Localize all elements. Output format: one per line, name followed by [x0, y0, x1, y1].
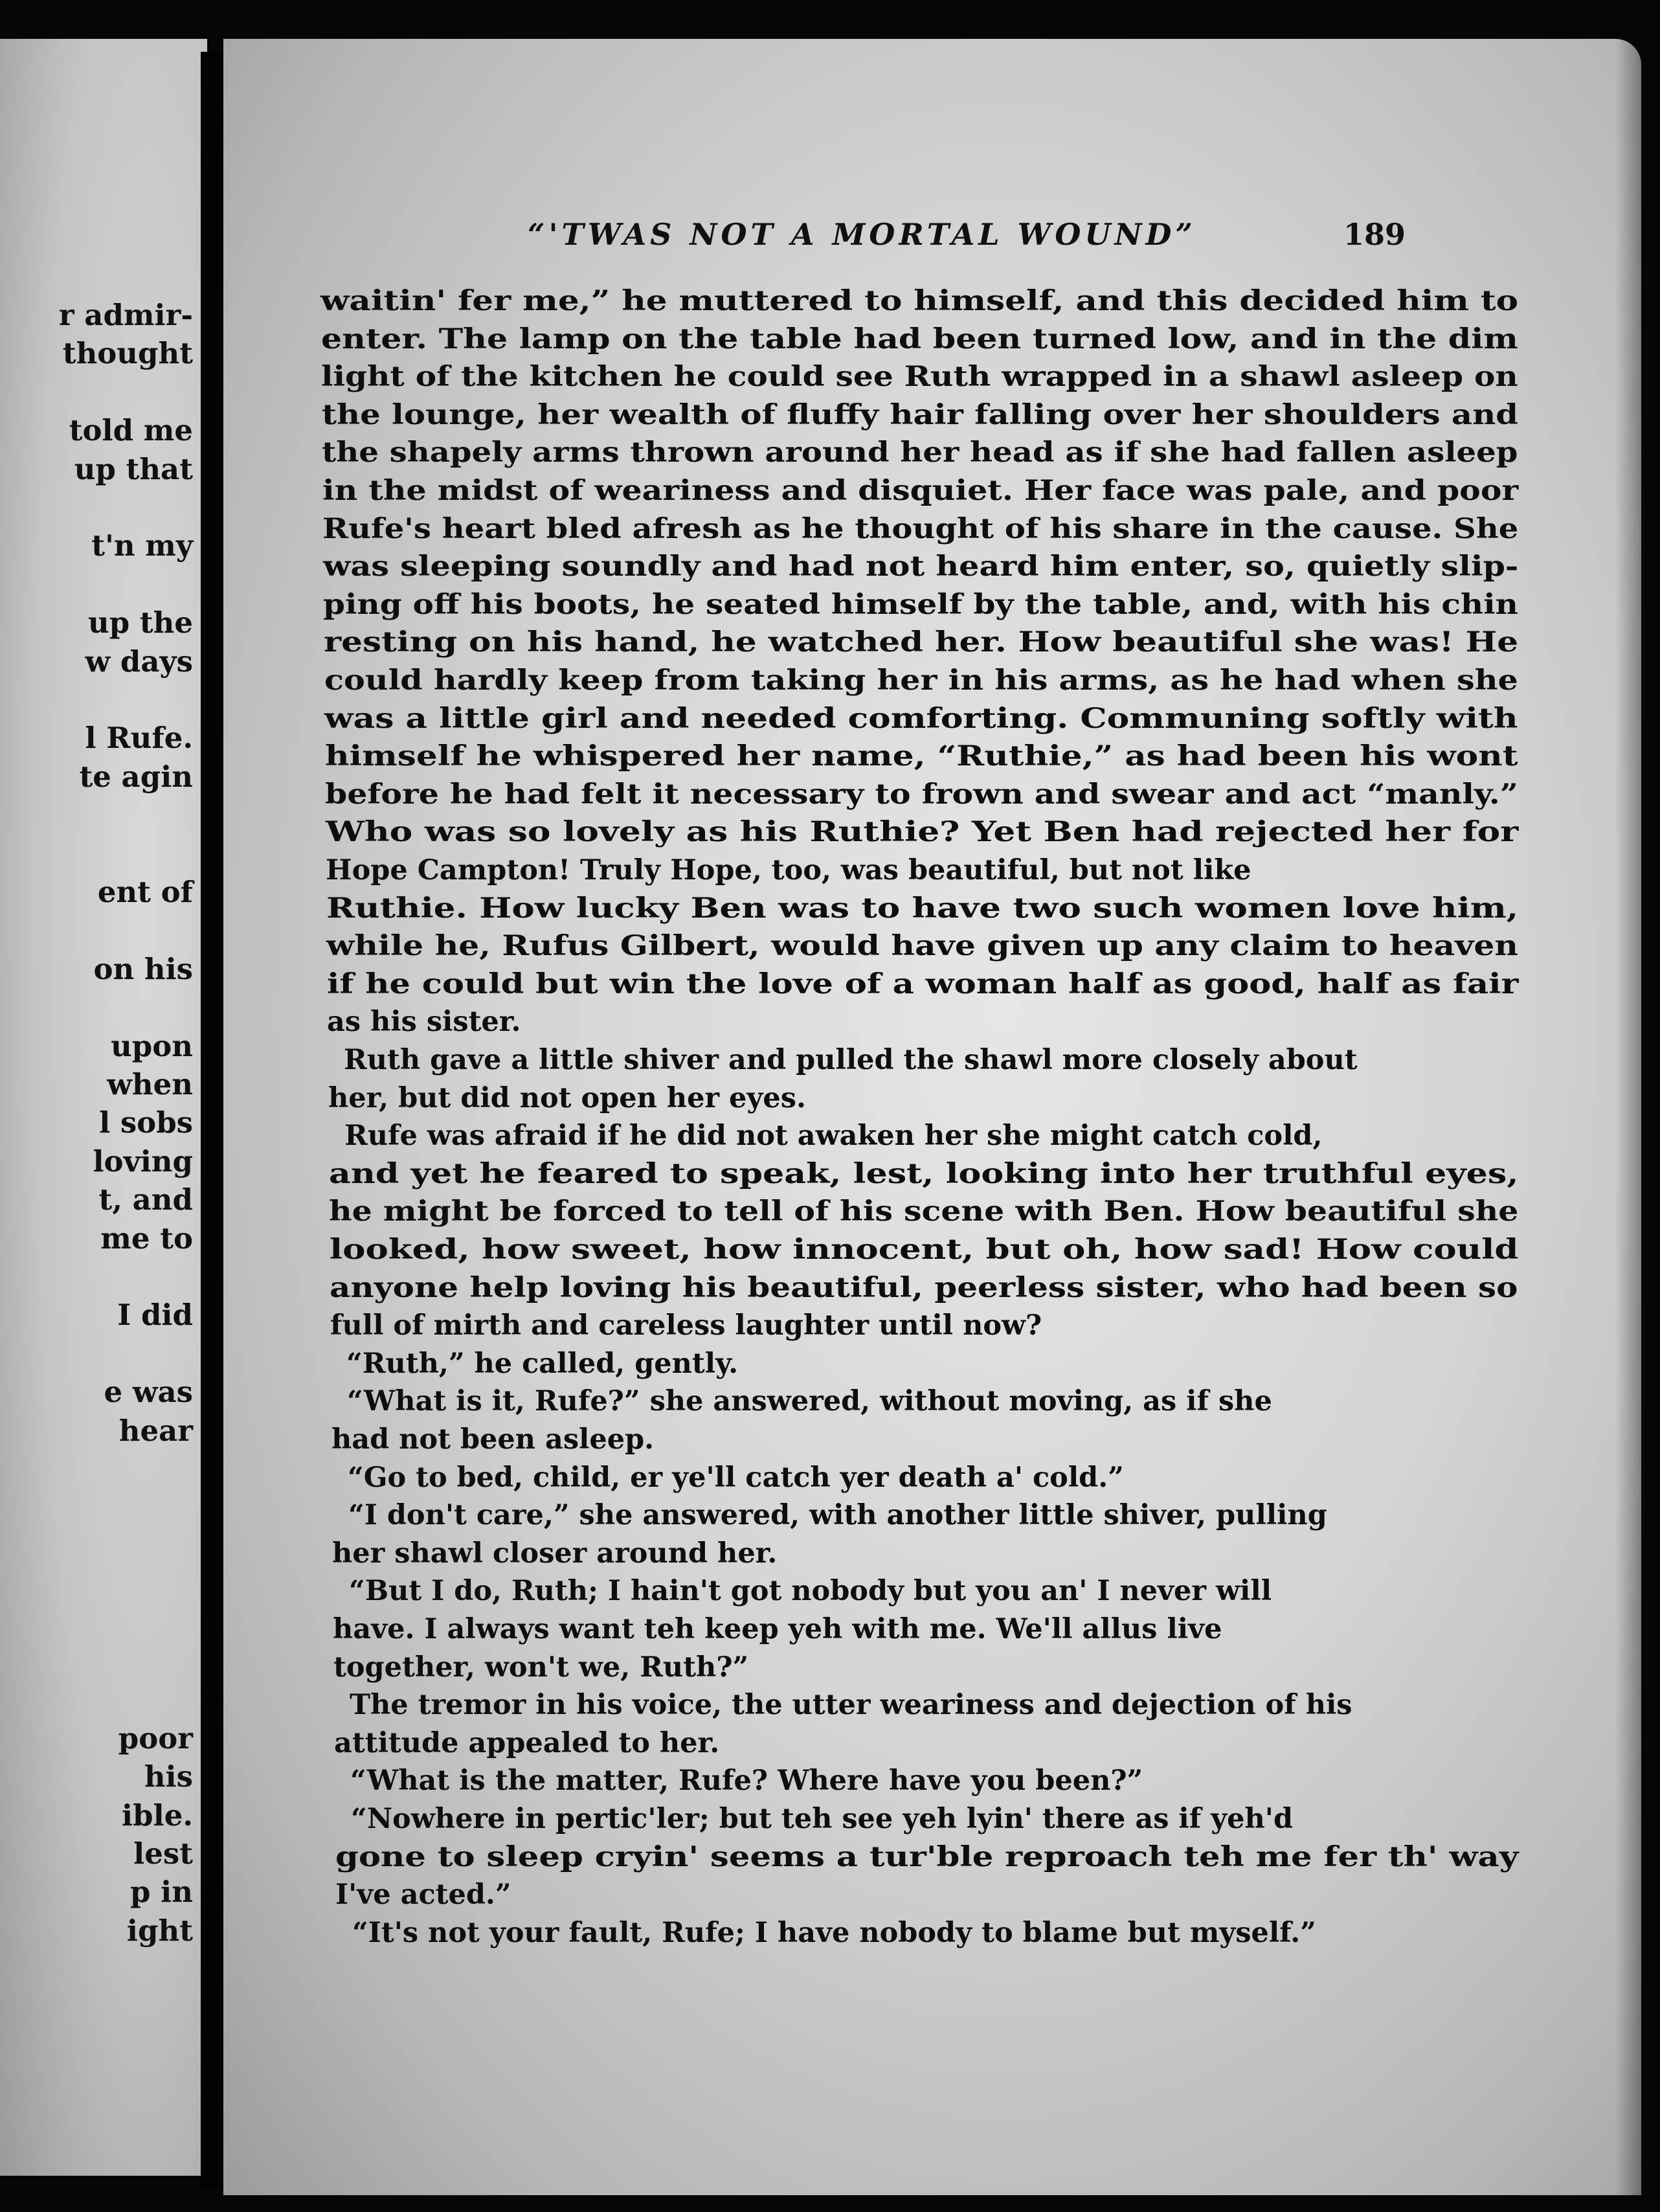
body-line: could hardly keep from taking her in his arms, as he had when she	[324, 664, 1518, 697]
left-page-fragment	[0, 39, 207, 2176]
body-line: in the midst of weariness and disquiet. Her face was pale, and poor	[322, 475, 1519, 507]
body-line: had not been asleep.	[331, 1423, 655, 1456]
body-line: if he could but win the love of a woman half as good, half as fair	[327, 967, 1519, 1000]
left-page-line: loving	[93, 1144, 193, 1179]
left-page-line: thought	[62, 336, 193, 371]
body-line: the shapely arms thrown around her head as if she had fallen asleep	[322, 436, 1518, 469]
body-line: her, but did not open her eyes.	[328, 1081, 806, 1114]
body-line: while he, Rufus Gilbert, would have given up any claim to heaven	[326, 930, 1519, 963]
body-line: anyone help loving his beautiful, peerless sister, who had been so	[330, 1271, 1518, 1304]
left-page-line: l Rufe.	[85, 721, 193, 756]
body-line: Rufe's heart bled afresh as he thought of his share in the cause. She	[322, 512, 1519, 545]
page-edge-shadow	[1615, 39, 1641, 2195]
body-line: was sleeping soundly and had not heard him enter, so, quietly slip-	[323, 550, 1519, 583]
body-line: have. I always want teh keep yeh with me. We'll allus live	[333, 1613, 1222, 1645]
body-line: looked, how sweet, how innocent, but oh, how sad! How could	[330, 1234, 1519, 1266]
body-line: light of the kitchen he could see Ruth wrapped in a shawl asleep on	[321, 361, 1518, 394]
body-line: resting on his hand, he watched her. How beautiful she was! He	[324, 626, 1519, 659]
body-line: “Nowhere in pertic'ler; but teh see yeh lyin' there as if yeh'd	[351, 1803, 1294, 1835]
body-line: “Ruth,” he called, gently.	[346, 1347, 739, 1380]
body-line: Who was so lovely as his Ruthie? Yet Ben had rejected her for	[326, 816, 1519, 849]
left-page-line: hear	[118, 1413, 193, 1448]
left-page-line: poor	[118, 1721, 193, 1755]
left-page-line: ight	[126, 1913, 193, 1948]
body-line: “Go to bed, child, er ye'll catch yer death a' cold.”	[348, 1461, 1124, 1494]
body-line: “What is the matter, Rufe? Where have you been?”	[350, 1765, 1143, 1798]
left-page-line: upon	[111, 1028, 193, 1063]
left-page-line: when	[107, 1067, 193, 1101]
left-page-line: p in	[130, 1875, 193, 1910]
body-line: I've acted.”	[335, 1879, 511, 1912]
left-page-line: l sobs	[99, 1105, 193, 1140]
body-line: ping off his boots, he seated himself by the table, and, with his chin	[323, 588, 1518, 621]
running-title: “'TWAS NOT A MORTAL WOUND”	[528, 217, 1196, 252]
page-number: 189	[1343, 217, 1406, 252]
right-page	[223, 39, 1641, 2195]
body-line: Hope Campton! Truly Hope, too, was beautiful, but not like	[326, 854, 1251, 886]
body-line: full of mirth and careless laughter until now?	[330, 1309, 1042, 1342]
left-page-line: lest	[133, 1836, 193, 1871]
body-line: “It's not your fault, Rufe; I have nobody to blame but myself.”	[352, 1916, 1316, 1949]
body-line: before he had felt it necessary to frown and swear and act “manly.”	[325, 778, 1518, 811]
body-line: Rufe was afraid if he did not awaken her she might catch cold,	[344, 1120, 1323, 1153]
body-line: enter. The lamp on the table had been turned low, and in the dim	[321, 322, 1518, 356]
left-page-line: on his	[93, 951, 193, 986]
left-page-line: te agin	[79, 759, 193, 794]
body-line: as his sister.	[327, 1006, 521, 1039]
left-page-line: ible.	[122, 1798, 193, 1833]
body-line: “I don't care,” she answered, with another little shiver, pulling	[348, 1499, 1327, 1532]
body-line: was a little girl and needed comforting. Communing softly with	[324, 702, 1518, 735]
body-line: the lounge, her wealth of fluffy hair falling over her shoulders and	[322, 398, 1519, 431]
left-page-line: e was	[104, 1375, 193, 1410]
left-page-line: told me	[69, 413, 193, 448]
left-page-line: I did	[117, 1298, 193, 1333]
body-line: “What is it, Rufe?” she answered, without moving, as if she	[347, 1385, 1272, 1418]
book-gutter	[201, 52, 227, 2189]
body-line: her shawl closer around her.	[332, 1537, 778, 1570]
left-page-line: r admir-	[58, 298, 193, 332]
body-line: Ruthie. How lucky Ben was to have two such women love him,	[326, 892, 1519, 925]
body-line: gone to sleep cryin' seems a tur'ble reproach teh me fer th' way	[335, 1840, 1519, 1873]
left-page-line: t, and	[98, 1182, 193, 1217]
body-line: The tremor in his voice, the utter weariness and dejection of his	[350, 1689, 1352, 1722]
body-line: he might be forced to tell of his scene with Ben. How beautiful she	[329, 1195, 1519, 1228]
left-page-line: his	[144, 1759, 193, 1794]
body-line: and yet he feared to speak, lest, looking into her truthful eyes,	[329, 1157, 1519, 1190]
left-page-line: me to	[100, 1221, 193, 1256]
body-line: himself he whispered her name, “Ruthie,” as had been his wont	[325, 740, 1518, 773]
left-page-line: t'n my	[91, 528, 193, 563]
body-line: attitude appealed to her.	[334, 1726, 720, 1759]
left-page-line: w days	[85, 644, 193, 679]
left-page-line: up that	[74, 451, 193, 486]
left-page-line: up the	[88, 605, 193, 640]
body-line: Ruth gave a little shiver and pulled the shawl more closely about	[344, 1044, 1358, 1076]
body-line: waitin' fer me,” he muttered to himself, and this decided him to	[320, 285, 1519, 317]
body-line: “But I do, Ruth; I hain't got nobody but you an' I never will	[349, 1575, 1272, 1608]
body-line: together, won't we, Ruth?”	[333, 1651, 749, 1684]
left-page-line: ent of	[97, 875, 193, 909]
